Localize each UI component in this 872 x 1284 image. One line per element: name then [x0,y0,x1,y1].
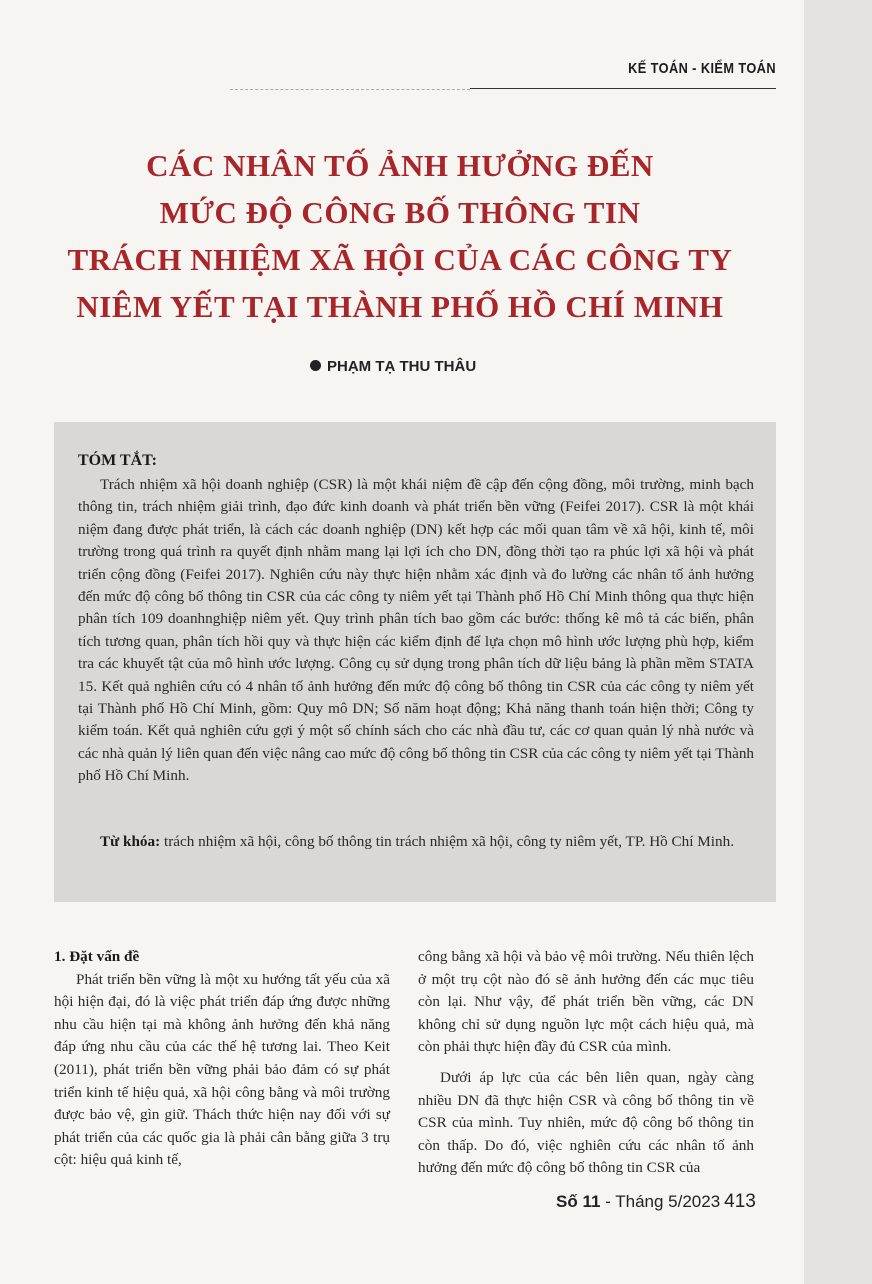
section-heading: 1. Đặt vấn đề [54,948,140,965]
title-line: CÁC NHÂN TỐ ẢNH HƯỞNG ĐẾN [146,148,654,183]
body-paragraph: Dưới áp lực của các bên liên quan, ngày càng nhiều DN đã thực hiện CSR và công bố thông tin về CSR của mình. Tuy nhiên, mức độ công bố thông tin còn thấp. Do đó, việc nghiên cứu các nhân tố ảnh hưởng đến mức độ công bố thông tin CSR của [418,1068,754,1177]
body-paragraph: Phát triển bền vững là một xu hướng tất yếu của xã hội hiện đại, đó là việc phát triển đáp ứng được những nhu cầu hiện tại mà không ảnh hưởng đến khả năng đáp ứng nhu cầu của các thế hệ tương lai. Theo Keit (2011), phát triển bền vững phải bảo đảm có sự phát triển kinh tế hiệu quả, xã hội công bằng và môi trường được bảo vệ, gìn giữ. Thách thức hiện nay đối với sự phát triển của các quốc gia là phải cân bằng giữa 3 trụ cột: hiệu quả kinh tế, [54,970,390,1169]
header-rule-faint [230,89,470,90]
body-column-right [418,946,754,1180]
bullet-dot-icon [310,360,321,371]
title-line: TRÁCH NHIỆM XÃ HỘI CỦA CÁC CÔNG TY [67,242,733,277]
title-line: NIÊM YẾT TẠI THÀNH PHỐ HỒ CHÍ MINH [76,289,724,324]
footer-separator: - [600,1192,616,1211]
issue-number: Số 11 [556,1192,601,1211]
abstract-heading: TÓM TẮT: [78,452,157,469]
header-rule [470,88,776,89]
abstract-text: Trách nhiệm xã hội doanh nghiệp (CSR) là một khái niệm đề cập đến cộng đồng, môi trường, minh bạch thông tin, trách nhiệm giải trình, đạo đức kinh doanh và phát triển bền vững (Feifei 2017). CSR là một khái niệm đang được phát triển, là cách các doanh nghiệp (DN) kết hợp các mối quan tâm về xã hội, kinh tế, môi trường trong quá trình ra quyết định nhằm mang lại lợi ích cho DN, đồng thời tạo ra phúc lợi xã hội và phát triển cộng đồng (Feifei 2017). Nghiên cứu này thực hiện nhằm xác định và đo lường các nhân tố ảnh hưởng đến mức độ công bố thông tin CSR của các công ty niêm yết tại Thành phố Hồ Chí Minh thông qua thực hiện phân tích 109 doanhnghiệp niêm yết. Quy trình phân tích bao gồm các bước: thống kê mô tả các biến, phân tích tương quan, phân tích hồi quy và thực hiện các kiểm định để lựa chọn mô hình ước lượng phù hợp, kiểm tra các khuyết tật của mô hình ước lượng. Công cụ sử dụng trong phân tích dữ liệu bảng là phần mềm STATA 15. Kết quả nghiên cứu có 4 nhân tố ảnh hưởng đến mức độ công bố thông tin CSR của các công ty niêm yết tại Thành phố Hồ Chí Minh, gồm: Quy mô DN; Số năm hoạt động; Khả năng thanh toán hiện thời; Công ty kiểm toán. Kết quả nghiên cứu gợi ý một số chính sách cho các nhà đầu tư, các cơ quan quản lý nhà nước và các nhà quản lý liên quan đến việc nâng cao mức độ công bố thông tin CSR của các công ty niêm yết tại Thành phố Hồ Chí Minh. [78,476,755,785]
body-paragraph: công bằng xã hội và bảo vệ môi trường. Nếu thiên lệch ở một trụ cột nào đó sẽ ảnh hưởng đến các mục tiêu còn lại. Như vậy, để phát triển bền vững, các DN không chỉ sử dụng nguồn lực một cách hiệu quả, mà còn phải thực hiện đầy đủ CSR của mình. [418,948,754,1056]
body-column-left [54,946,390,1172]
page-edge-strip [804,0,872,1284]
keywords-label: Từ khóa: [100,833,161,850]
keywords-text: trách nhiệm xã hội, công bố thông tin trách nhiệm xã hội, công ty niêm yết, TP. Hồ Chí Minh. [160,833,734,850]
page-number: 413 [724,1191,756,1212]
author-name: PHẠM TẠ THU THÂU [327,358,477,375]
section-tag: KẾ TOÁN - KIỂM TOÁN [628,60,776,77]
keywords [78,830,754,853]
article-title [40,142,760,330]
title-line: MỨC ĐỘ CÔNG BỐ THÔNG TIN [159,195,641,230]
issue-date: Tháng 5/2023 [615,1192,721,1211]
author-byline [310,358,476,375]
page-footer [556,1191,756,1213]
